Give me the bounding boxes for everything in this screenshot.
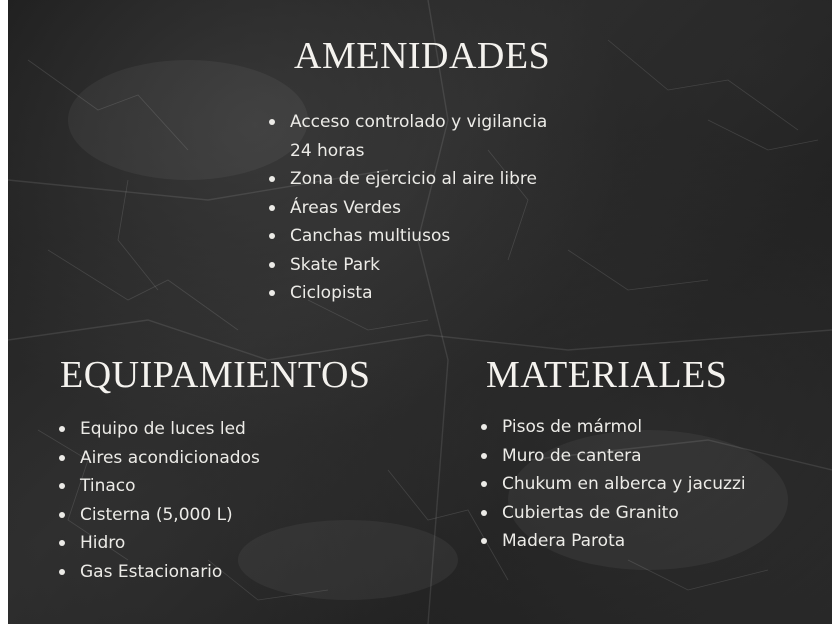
list-item-label: Madera Parota xyxy=(502,531,626,551)
list-item-label: Muro de cantera xyxy=(502,445,642,466)
amenities-panel xyxy=(8,0,832,624)
bullet-icon xyxy=(59,483,65,489)
equipamientos-heading: EQUIPAMIENTOS xyxy=(60,354,371,396)
materiales-heading: MATERIALES xyxy=(486,354,728,396)
list-item-label: Hidro xyxy=(80,533,126,553)
bullet-icon xyxy=(59,569,65,575)
list-item xyxy=(478,442,808,471)
list-item xyxy=(56,444,356,473)
list-item-label: Zona de ejercicio al aire libre xyxy=(290,169,537,189)
bullet-icon xyxy=(59,512,65,518)
bullet-icon xyxy=(481,453,487,459)
list-item-label: Aires acondicionados xyxy=(80,447,260,468)
list-item xyxy=(478,413,808,442)
list-item xyxy=(266,251,586,280)
list-item-label: Áreas Verdes xyxy=(290,197,401,218)
list-item-label: Equipo de luces led xyxy=(80,419,246,439)
list-item xyxy=(56,472,356,501)
amenidades-heading: AMENIDADES xyxy=(294,35,551,77)
list-item xyxy=(56,501,356,530)
list-item-label: Canchas multiusos xyxy=(290,226,451,246)
list-item xyxy=(56,415,356,444)
list-item-label: Cisterna (5,000 L) xyxy=(80,504,233,525)
list-item xyxy=(266,165,586,194)
list-item-label: Ciclopista xyxy=(290,283,373,303)
list-item xyxy=(266,108,570,165)
bullet-icon xyxy=(481,481,487,487)
list-item-label: Acceso controlado y vigilancia 24 horas xyxy=(290,112,548,161)
list-item xyxy=(56,529,356,558)
list-item xyxy=(478,527,808,556)
list-item-label: Skate Park xyxy=(290,254,381,275)
amenidades-list xyxy=(266,108,586,308)
bullet-icon xyxy=(269,176,275,182)
bullet-icon xyxy=(59,455,65,461)
list-item-label: Chukum en alberca y jacuzzi xyxy=(502,474,746,494)
bullet-icon xyxy=(269,290,275,296)
materiales-list xyxy=(478,413,808,556)
bullet-icon xyxy=(59,540,65,546)
list-item-label: Pisos de mármol xyxy=(502,417,643,437)
bullet-icon xyxy=(481,424,487,430)
list-item xyxy=(266,222,586,251)
bullet-icon xyxy=(269,262,275,268)
list-item xyxy=(56,558,356,587)
list-item xyxy=(478,470,808,499)
list-item xyxy=(478,499,808,528)
bullet-icon xyxy=(269,119,275,125)
list-item-label: Gas Estacionario xyxy=(80,561,223,582)
list-item-label: Tinaco xyxy=(80,476,136,496)
list-item xyxy=(266,194,586,223)
bullet-icon xyxy=(481,538,487,544)
list-item-label: Cubiertas de Granito xyxy=(502,502,679,523)
bullet-icon xyxy=(481,510,487,516)
bullet-icon xyxy=(59,426,65,432)
bullet-icon xyxy=(269,205,275,211)
equipamientos-list xyxy=(56,415,356,586)
list-item xyxy=(266,279,586,308)
bullet-icon xyxy=(269,233,275,239)
